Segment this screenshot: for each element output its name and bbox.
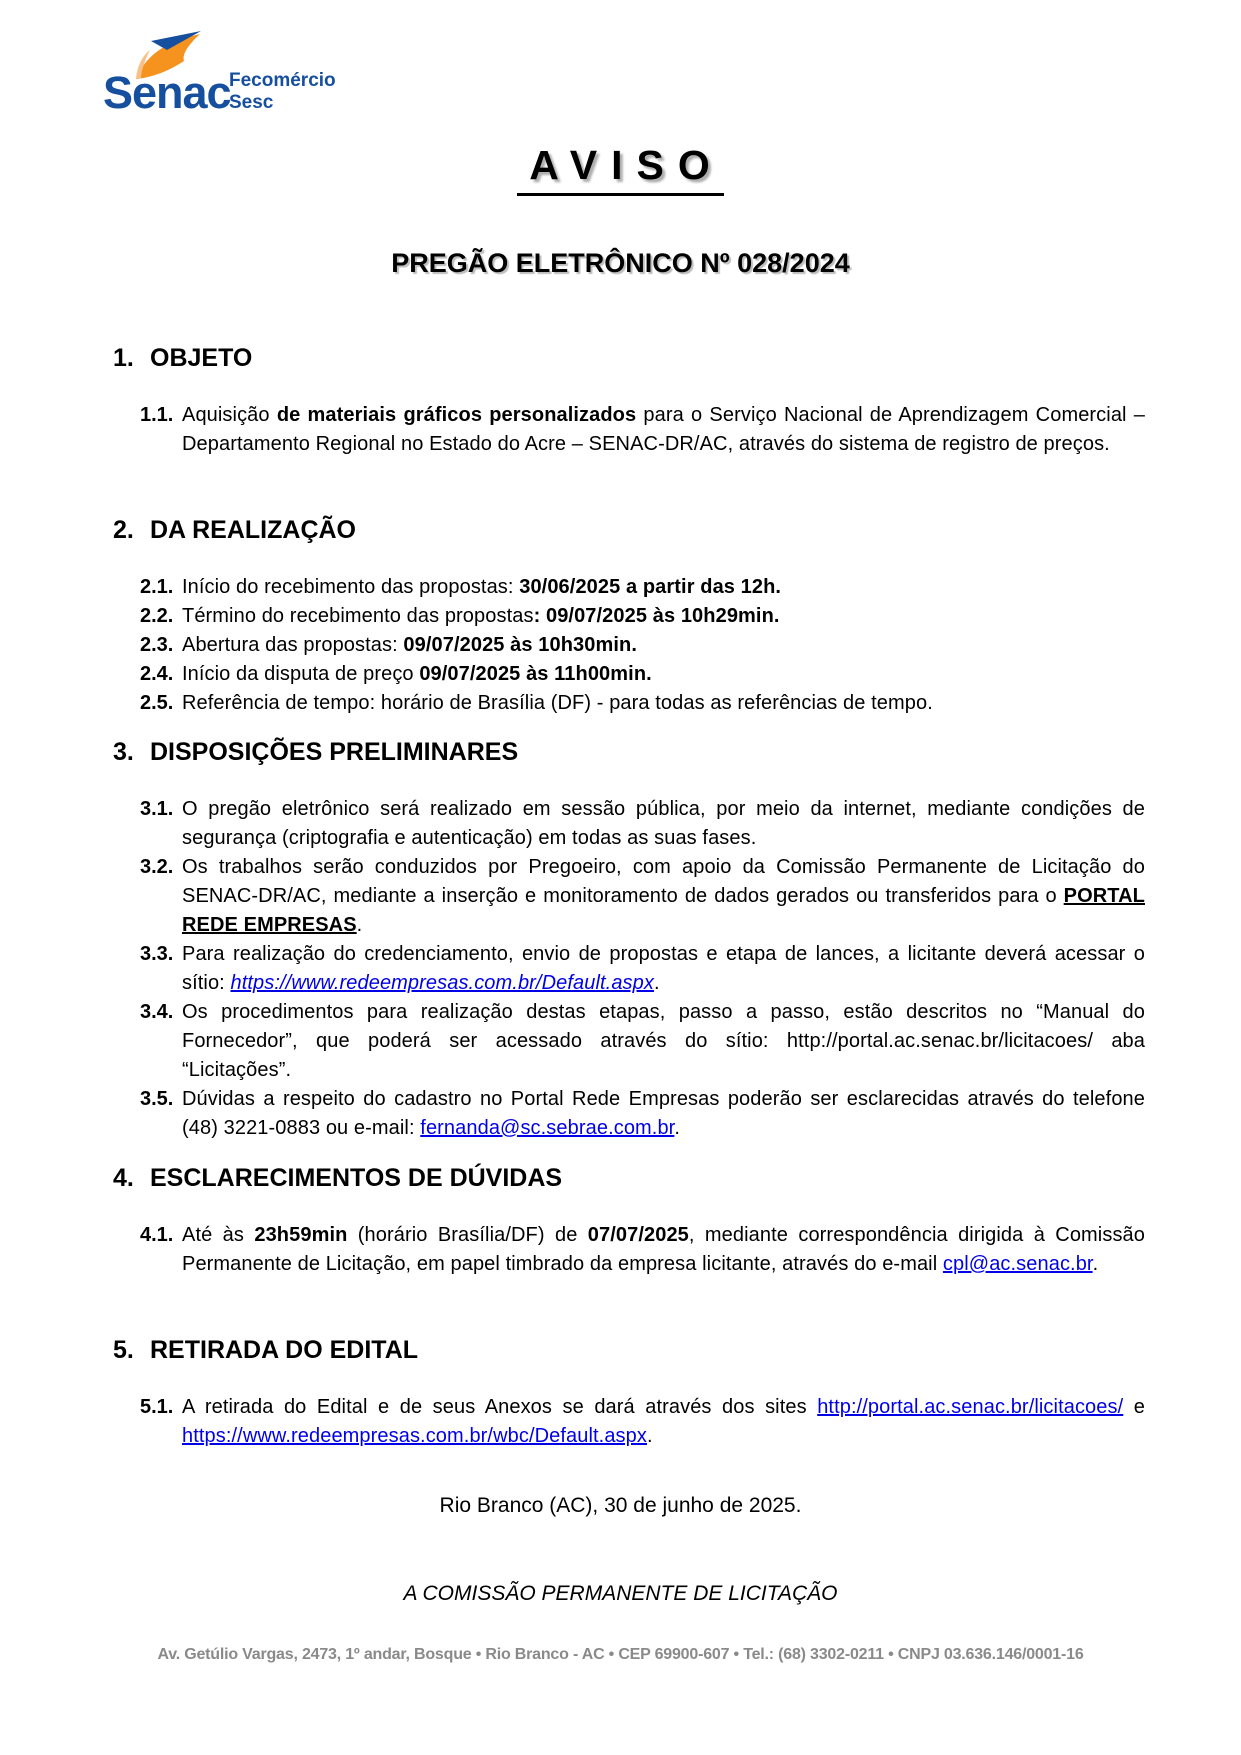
text-segment: : 09/07/2025 às 10h29min. (533, 605, 780, 627)
item-3.1 (140, 795, 1145, 853)
item-number: 1.1. (140, 404, 174, 426)
item-1.1 (140, 401, 1145, 459)
text-segment: Os procedimentos para realização destas etapas, passo a passo, estão descritos no “Manual do Fornecedor”, que poderá ser acessado através do sítio: http://portal.ac.senac.br/licitacoes/ aba “Licitações”. (182, 1001, 1145, 1081)
item-text (182, 795, 1145, 853)
logo-brand-text: Senac (103, 67, 231, 118)
item-text (182, 853, 1145, 940)
section-heading (103, 343, 1145, 373)
text-segment: . (674, 1117, 681, 1139)
item-text (182, 1221, 1145, 1279)
section-heading (103, 1163, 1145, 1193)
item-text (182, 602, 1145, 631)
item-3.4 (140, 998, 1145, 1085)
signature-line: A COMISSÃO PERMANENTE DE LICITAÇÃO (403, 1582, 838, 1605)
item-text (182, 689, 1145, 718)
section-items (140, 573, 1145, 718)
item-2.3 (140, 631, 1145, 660)
item-text (182, 1085, 1145, 1143)
text-segment: de materiais gráficos personalizados (276, 404, 637, 426)
item-number: 3.1. (140, 798, 174, 820)
footer-address: Av. Getúlio Vargas, 2473, 1º andar, Bosque • Rio Branco - AC • CEP 69900-607 • Tel.: (68) 3302-0211 • CNPJ 03.636.146/0001-16 (157, 1646, 1084, 1663)
text-segment: . (356, 914, 363, 936)
section-heading (103, 1335, 1145, 1365)
text-segment: Até às (182, 1224, 255, 1246)
text-segment: 09/07/2025 às 10h30min. (403, 634, 638, 656)
item-3.5 (140, 1085, 1145, 1143)
text-segment: . (647, 1425, 653, 1447)
item-text (182, 660, 1145, 689)
text-segment: e (1123, 1396, 1145, 1418)
section-number: 5. (113, 1336, 134, 1364)
text-segment: A retirada do Edital e de seus Anexos se dará através dos sites (182, 1396, 818, 1418)
text-segment: Aquisição (182, 404, 277, 426)
text-segment: 07/07/2025 (587, 1224, 689, 1246)
section-title: OBJETO (150, 344, 253, 372)
section-title: DISPOSIÇÕES PRELIMINARES (150, 738, 519, 766)
item-number: 2.4. (140, 663, 174, 685)
text-segment: 23h59min (254, 1224, 348, 1246)
document-subtitle: PREGÃO ELETRÔNICO Nº 028/2024 (391, 248, 850, 278)
item-text (182, 401, 1145, 459)
section-4 (103, 1163, 1145, 1279)
item-text (182, 1393, 1145, 1451)
item-text (182, 573, 1145, 602)
section-heading (103, 737, 1145, 767)
section-items (140, 401, 1145, 459)
text-segment: Início da disputa de preço (182, 663, 420, 685)
hyperlink[interactable]: http://portal.ac.senac.br/licitacoes/ (817, 1396, 1124, 1418)
text-segment: PORTAL REDE EMPRESAS (182, 885, 1145, 936)
text-segment: Início do recebimento das propostas: (182, 576, 520, 598)
item-number: 3.3. (140, 943, 174, 965)
section-heading (103, 515, 1145, 545)
item-number: 3.5. (140, 1088, 174, 1110)
document-title: AVISO (517, 142, 724, 196)
section-title: RETIRADA DO EDITAL (150, 1336, 419, 1364)
item-2.2 (140, 602, 1145, 631)
hyperlink[interactable]: https://www.redeempresas.com.br/Default.aspx (230, 972, 654, 994)
hyperlink[interactable]: https://www.redeempresas.com.br/wbc/Default.aspx (182, 1425, 647, 1447)
subtitle-row (0, 248, 1241, 279)
text-segment: para o Serviço Nacional de Aprendizagem Comercial – Departamento Regional no Estado do Acre – SENAC-DR/AC, através do sistema de registro de preços. (182, 404, 1145, 455)
text-segment: Dúvidas a respeito do cadastro no Portal Rede Empresas poderão ser esclarecidas através do telefone (48) 3221-0883 ou e-mail: (182, 1088, 1145, 1139)
item-number: 3.4. (140, 1001, 174, 1023)
item-3.2 (140, 853, 1145, 940)
logo-subbrand-fecomercio: Fecomércio (229, 70, 336, 91)
item-number: 2.3. (140, 634, 174, 656)
text-segment: 09/07/2025 às 11h00min. (419, 663, 652, 685)
date-line: Rio Branco (AC), 30 de junho de 2025. (439, 1494, 802, 1517)
logo-subbrand-sesc: Sesc (229, 92, 274, 113)
section-5 (103, 1335, 1145, 1451)
item-number: 2.5. (140, 692, 174, 714)
item-number: 3.2. (140, 856, 174, 878)
item-text (182, 940, 1145, 998)
text-segment: Abertura das propostas: (182, 634, 404, 656)
text-segment: Referência de tempo: horário de Brasília (DF) - para todas as referências de tempo. (182, 692, 933, 714)
section-items (140, 1393, 1145, 1451)
section-number: 1. (113, 344, 134, 372)
item-2.1 (140, 573, 1145, 602)
section-title: ESCLARECIMENTOS DE DÚVIDAS (150, 1164, 563, 1192)
senac-logo-graphic (103, 24, 363, 118)
section-1 (103, 343, 1145, 459)
item-5.1 (140, 1393, 1145, 1451)
hyperlink[interactable]: cpl@ac.senac.br (942, 1253, 1093, 1275)
item-4.1 (140, 1221, 1145, 1279)
section-3 (103, 737, 1145, 1143)
text-segment: Os trabalhos serão conduzidos por Pregoeiro, com apoio da Comissão Permanente de Licitação do SENAC-DR/AC, mediante a inserção e monitoramento de dados gerados ou transferidos para o (182, 856, 1145, 907)
section-items (140, 1221, 1145, 1279)
section-2 (103, 515, 1145, 718)
text-segment: 30/06/2025 a partir das 12h. (519, 576, 782, 598)
hyperlink[interactable]: fernanda@sc.sebrae.com.br (420, 1117, 675, 1139)
section-title: DA REALIZAÇÃO (150, 516, 357, 544)
item-number: 2.2. (140, 605, 174, 627)
item-number: 2.1. (140, 576, 174, 598)
text-segment: Para realização do credenciamento, envio de propostas e etapa de lances, a licitante deverá acessar o sítio: (182, 943, 1145, 994)
text-segment: . (1092, 1253, 1099, 1275)
text-segment: (horário Brasília/DF) de (347, 1224, 588, 1246)
text-segment: . (653, 972, 660, 994)
item-number: 5.1. (140, 1396, 174, 1418)
senac-logo (103, 24, 363, 118)
item-number: 4.1. (140, 1224, 174, 1246)
item-3.3 (140, 940, 1145, 998)
text-segment: O pregão eletrônico será realizado em sessão pública, por meio da internet, mediante condições de segurança (criptografia e autenticação) em todas as suas fases. (182, 798, 1145, 849)
section-number: 3. (113, 738, 134, 766)
title-row (0, 142, 1241, 196)
item-text (182, 631, 1145, 660)
item-2.4 (140, 660, 1145, 689)
section-number: 2. (113, 516, 134, 544)
text-segment: Término do recebimento das propostas (182, 605, 534, 627)
section-items (140, 795, 1145, 1143)
item-2.5 (140, 689, 1145, 718)
text-segment: , mediante correspondência dirigida à Comissão Permanente de Licitação, em papel timbrado da empresa licitante, através do e-mail (182, 1224, 1146, 1275)
section-number: 4. (113, 1164, 134, 1192)
item-text (182, 998, 1145, 1085)
